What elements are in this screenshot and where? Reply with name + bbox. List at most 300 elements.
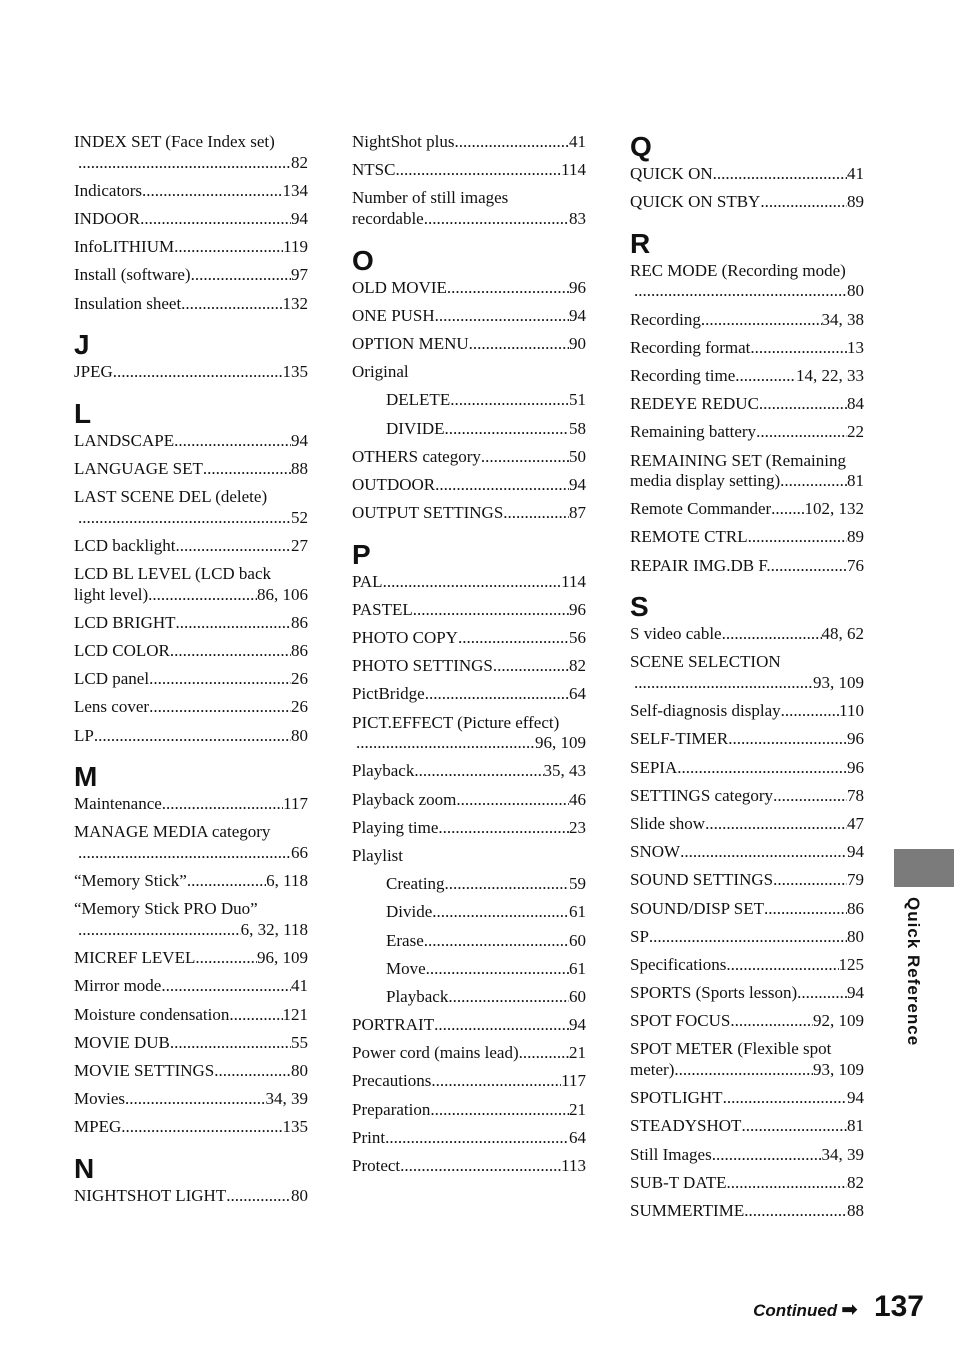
continued-label: Continued [753,1301,838,1320]
dot-leader [78,153,291,174]
entry-page: 90 [569,333,586,353]
entry-leader-line [352,419,586,440]
entry-label: SCENE SELECTION [630,652,781,672]
entry-page: 51 [569,390,586,410]
dot-leader [148,585,257,606]
entry-label: PICT.EFFECT (Picture effect) [352,712,560,732]
index-entry [352,931,586,952]
entry-label: LANGUAGE SET [74,458,203,478]
entry-label: Specifications [630,954,727,974]
entry-leader-line [630,422,864,443]
entry-page: 94 [569,1015,586,1035]
entry-leader-line [352,1071,586,1092]
dot-leader [481,447,569,468]
entry-page: 48, 62 [821,624,864,644]
entry-leader-line [74,794,308,815]
entry-leader-line [352,1100,586,1121]
entry-label: Remote Commander [630,499,772,519]
entry-page: 66 [291,842,308,862]
page-number: 137 [873,1290,924,1323]
section-letter: P [352,538,371,570]
entry-label: OLD MOVIE [352,277,447,297]
index-entry [74,431,308,452]
entry-label: MPEG [74,1117,122,1137]
index-entry [352,503,586,524]
entry-label: Still Images [630,1144,712,1164]
entry-leader-line [352,628,586,649]
entry-leader-line [352,306,586,327]
index-entry [352,1156,586,1177]
entry-leader-line [630,983,864,1004]
index-entry [74,1117,308,1138]
entry-leader-line [74,1117,308,1138]
entry-leader-line [352,278,586,299]
entry-page: 14, 22, 33 [796,365,864,385]
index-entry [352,600,586,621]
entry-page: 80 [291,1060,308,1080]
entry-page: 89 [847,192,864,212]
dot-leader [744,1201,847,1222]
entry-page: 87 [569,503,586,523]
dot-leader [385,1128,569,1149]
index-entry [630,1145,864,1166]
dot-leader [712,1145,822,1166]
entry-page: 135 [282,1117,308,1137]
index-entry [352,959,586,980]
entry-label: PHOTO SETTINGS [352,656,493,676]
entry-label: Playlist [352,845,404,865]
entry-page: 80 [291,725,308,745]
dot-leader [78,843,291,864]
dot-leader [431,1071,561,1092]
entry-label: Precautions [352,1071,432,1091]
entry-leader-line [74,641,308,662]
entry-page: 6, 118 [266,871,308,891]
entry-label: LP [74,725,94,745]
entry-label: OTHERS category [352,446,481,466]
index-entry [630,1039,864,1080]
index-entry [74,669,308,690]
dot-leader [176,613,291,634]
entry-label: S video cable [630,624,722,644]
entry-label: “Memory Stick PRO Duo” [74,899,258,919]
index-entry [352,1043,586,1064]
entry-leader-line [352,600,586,621]
index-entry [352,790,586,811]
entry-leader-line [74,459,308,480]
index-entry [630,701,864,722]
entry-page: 52 [291,507,308,527]
entry-page: 86, 106 [257,584,308,604]
entry-leader-line [74,613,308,634]
entry-label: QUICK ON STBY [630,192,761,212]
entry-page: 64 [569,684,586,704]
dot-leader [161,976,291,997]
entry-label: REMOTE CTRL [630,527,748,547]
entry-leader-line [630,624,864,645]
dot-leader [722,624,822,645]
entry-leader-line [74,920,308,941]
entry-page: 60 [569,930,586,950]
entry-label: SUMMERTIME [630,1201,745,1220]
dot-leader [170,1033,291,1054]
entry-leader-line [352,1015,586,1036]
index-entry [630,1173,864,1194]
index-entry [352,278,586,299]
entry-leader-line [352,390,586,411]
entry-leader-line [630,1173,864,1194]
entry-label: SETTINGS category [630,785,774,805]
dot-leader [735,366,796,387]
entry-leader-line [74,697,308,718]
entry-leader-line [352,475,586,496]
entry-label: SPOT METER (Flexible spot [630,1039,832,1059]
dot-leader [174,237,283,258]
entry-leader-line [630,1116,864,1137]
entry-label: MOVIE DUB [74,1032,170,1052]
dot-leader [434,1015,569,1036]
entry-page: 60 [569,986,586,1006]
dot-leader [771,556,847,577]
dot-leader [781,701,839,722]
entry-leader-line [630,527,864,548]
entry-page: 21 [569,1099,586,1119]
index-entry [630,164,864,185]
entry-page: 34, 39 [265,1089,308,1109]
section-tab-label: Quick Reference [904,897,923,1047]
entry-label: INDOOR [74,208,141,228]
entry-page: 110 [839,701,864,721]
dot-leader [677,758,847,779]
dot-leader [181,294,282,315]
entry-label: PORTRAIT [352,1015,435,1035]
dot-leader [649,927,847,948]
index-entry [630,983,864,1004]
dot-leader [773,786,847,807]
index-entry [352,475,586,496]
dot-leader [424,209,569,230]
entry-leader-line [74,843,308,864]
entry-leader-line [74,948,308,969]
entry-label: DELETE [386,390,451,410]
entry-label: STEADYSHOT [630,1116,742,1136]
dot-leader [455,132,570,153]
entry-page: 58 [569,418,586,438]
entry-leader-line [74,181,308,202]
entry-label: Mirror mode [74,976,162,996]
entry-leader-line [630,870,864,891]
entry-page: 114 [561,571,586,591]
entry-label: SPOT FOCUS [630,1011,731,1031]
dot-leader [458,628,569,649]
entry-page: 96 [569,599,586,619]
entry-leader-line [630,729,864,750]
entry-page: 81 [847,1116,864,1136]
dot-leader [435,475,569,496]
entry-page: 82 [847,1172,864,1192]
entry-page: 94 [847,842,864,862]
entry-leader-line [352,874,586,895]
entry-leader-line [352,503,586,524]
entry-page: 34, 38 [821,309,864,329]
dot-leader [170,641,291,662]
entry-label: Original [352,362,409,382]
index-entry [74,362,308,383]
index-column-3 [630,132,864,1229]
entry-leader-line [74,1186,308,1207]
index-entry [74,564,308,605]
entry-leader-line [352,160,586,181]
entry-leader-line [352,334,586,355]
entry-label: REMAINING SET (Remaining [630,450,846,470]
entry-leader-line [74,294,308,315]
section-letter: O [352,244,374,276]
index-entry [74,237,308,258]
entry-label: Recording [630,309,701,329]
index-entry [630,422,864,443]
entry-page: 135 [282,362,308,382]
entry-label: Move [386,958,426,978]
entry-label: SPOTLIGHT [630,1088,723,1108]
index-entry [630,451,864,492]
dot-leader [113,362,283,383]
dot-leader [756,422,847,443]
dot-leader [125,1089,266,1110]
entry-page: 84 [847,394,864,414]
entry-label-cont: media display setting) [630,471,781,491]
index-entry [74,181,308,202]
entry-label: Lens cover [74,697,150,717]
entry-label: SP [630,926,649,946]
entry-leader-line [74,585,308,606]
dot-leader [432,902,569,923]
dot-leader [176,536,291,557]
entry-label: PictBridge [352,684,425,704]
index-entry [74,294,308,315]
index-entry [352,1128,586,1149]
entry-page: 93, 109 [813,1060,864,1080]
entry-page: 134 [282,180,308,200]
entry-label: REC MODE (Recording mode) [630,260,846,280]
entry-page: 102, 132 [804,499,864,519]
entry-leader-line [630,1060,864,1081]
entry-leader-line [630,955,864,976]
entry-leader-line [352,656,586,677]
entry-page: 94 [291,208,308,228]
index-entry [352,902,586,923]
dot-leader [187,871,266,892]
entry-leader-line [74,1005,308,1026]
entry-label: LCD backlight [74,535,176,555]
entry-label: SNOW [630,842,681,862]
entry-page: 132 [282,293,308,313]
entry-leader-line [630,1201,864,1222]
entry-page: 86 [291,641,308,661]
dot-leader [771,499,804,520]
entry-page: 35, 43 [543,761,586,781]
index-entry [630,899,864,920]
entry-page: 94 [847,983,864,1003]
entry-page: 50 [569,446,586,466]
dot-leader [797,983,847,1004]
entry-label: OUTPUT SETTINGS [352,503,504,523]
index-entry [74,1089,308,1110]
entry-label: REPAIR IMG.DB F. [630,555,771,575]
entry-leader-line [630,499,864,520]
entry-label: LAST SCENE DEL (delete) [74,487,268,507]
entry-leader-line [352,572,586,593]
dot-leader [680,842,847,863]
dot-leader [634,673,813,694]
dot-leader [430,1100,569,1121]
entry-leader-line [352,790,586,811]
entry-label: “Memory Stick” [74,871,187,891]
entry-label: SOUND SETTINGS [630,870,774,890]
entry-label: PHOTO COPY [352,628,458,648]
entry-label: SUB-T DATE [630,1172,727,1192]
dot-leader [764,899,847,920]
dot-leader [229,1005,282,1026]
entry-leader-line [352,447,586,468]
dot-leader [226,1186,291,1207]
index-entry [74,641,308,662]
dot-leader [162,794,283,815]
dot-leader [424,931,569,952]
entry-label: Self-diagnosis display [630,701,781,721]
entry-label: Slide show [630,813,706,833]
entry-label: PAL [352,571,383,591]
entry-page: 96 [847,729,864,749]
dot-leader [713,164,847,185]
entry-leader-line [74,871,308,892]
entry-leader-line [630,927,864,948]
dot-leader [727,1173,848,1194]
index-entry [352,684,586,705]
entry-page: 78 [847,785,864,805]
entry-page: 96 [847,757,864,777]
entry-label: Recording format [630,337,751,357]
entry-label: Movies [74,1089,125,1109]
entry-page: 96, 109 [535,733,586,753]
dot-leader [448,987,569,1008]
dot-leader [426,959,569,980]
section-tab-marker [894,849,954,887]
dot-leader [773,870,847,891]
entry-label: Divide [386,902,433,922]
index-entry [630,927,864,948]
entry-page: 41 [847,164,864,183]
index-entry [352,132,586,153]
dot-leader [634,281,847,302]
entry-page: 6, 32, 118 [240,919,308,939]
entry-label: Protect [352,1156,401,1175]
entry-label: Install (software) [74,265,191,285]
entry-label-cont: meter) [630,1060,675,1080]
entry-label: NightShot plus [352,132,455,151]
entry-leader-line [352,987,586,1008]
entry-label: Number of still images [352,188,509,208]
entry-page: 59 [569,874,586,894]
index-entry [352,628,586,649]
index-entry [352,572,586,593]
index-entry [74,726,308,747]
entry-label: Playback [386,986,449,1006]
entry-leader-line [630,814,864,835]
entry-label: OPTION MENU [352,333,469,353]
index-entry [74,822,308,863]
entry-page: 21 [569,1043,586,1063]
entry-page: 117 [561,1071,586,1091]
index-entry [352,1071,586,1092]
dot-leader [195,948,257,969]
index-entry [352,846,586,867]
index-entry [352,447,586,468]
entry-page: 81 [847,471,864,491]
entry-page: 96, 109 [257,948,308,968]
entry-page: 93, 109 [813,673,864,693]
section-letter: N [74,1152,95,1184]
entry-label: SOUND/DISP SET [630,898,764,918]
index-entry [352,874,586,895]
entry-leader-line [74,536,308,557]
section-letter: R [630,227,651,259]
index-entry [74,613,308,634]
entry-page: 76 [847,555,864,575]
dot-leader [78,508,291,529]
dot-leader [674,1060,813,1081]
entry-label: Power cord (mains lead) [352,1043,519,1063]
entry-leader-line [630,192,864,213]
entry-page: 46 [569,789,586,809]
dot-leader [519,1043,569,1064]
entry-leader-line [74,153,308,174]
dot-leader [447,278,569,299]
entry-label: Insulation sheet [74,293,182,313]
entry-leader-line [352,1156,586,1177]
index-entry [352,160,586,181]
index-entry [630,870,864,891]
entry-leader-line [630,164,864,185]
entry-label: JPEG [74,362,113,382]
index-entry [74,487,308,528]
entry-leader-line [352,1128,586,1149]
index-entry [352,987,586,1008]
entry-label: ONE PUSH [352,305,435,325]
entry-leader-line [630,673,864,694]
dot-leader [121,1117,282,1138]
dot-leader [435,306,569,327]
entry-page: 83 [569,208,586,228]
entry-label: Playback zoom [352,789,457,809]
entry-leader-line [352,209,586,230]
dot-leader [149,669,291,690]
entry-leader-line [352,733,586,754]
entry-label: Playing time [352,817,439,837]
dot-leader [701,310,822,331]
continued-arrow-icon: ➡ [841,1299,858,1321]
entry-leader-line [630,842,864,863]
entry-page: 94 [291,430,308,450]
entry-page: 94 [847,1088,864,1108]
entry-label: INDEX SET (Face Index set) [74,132,275,151]
entry-page: 96 [569,277,586,297]
index-entry [352,188,586,229]
entry-page: 86 [291,612,308,632]
entry-page: 80 [847,926,864,946]
entry-leader-line [74,976,308,997]
dot-leader [203,459,291,480]
dot-leader [503,503,569,524]
